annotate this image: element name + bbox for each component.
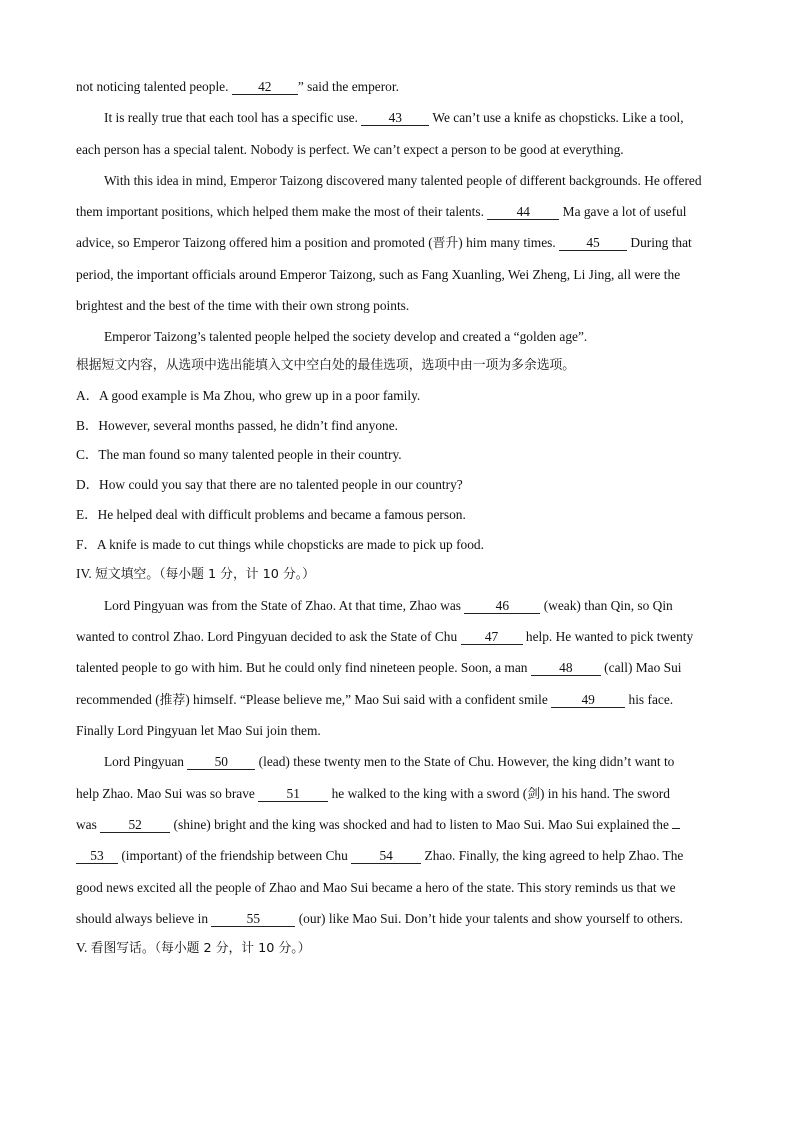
p3-line-6 — [76, 909, 724, 938]
chinese-gloss: 推荐 — [159, 692, 186, 708]
text: help Zhao. Mao Sui was so brave — [76, 785, 259, 801]
text: advice, so Emperor Taizong offered him a position and promoted ( — [76, 235, 433, 251]
blank-55[interactable]: 55 — [211, 911, 295, 927]
section-title: 看图写话。（每小题 2 分，计 10 分。） — [90, 940, 311, 956]
text-line-3 — [76, 140, 724, 171]
blank-43[interactable]: 43 — [361, 110, 429, 126]
text: each person has a special talent. Nobody is perfect. We can’t expect a person to be good at everything. — [76, 141, 624, 157]
blank-46[interactable]: 46 — [464, 598, 540, 614]
text: ) himself. “Please believe me,” Mao Sui said with a confident smile — [185, 691, 552, 707]
p3-line-5 — [76, 878, 724, 909]
text: We can’t use a knife as chopsticks. Like a tool, — [429, 110, 684, 126]
blank-47[interactable]: 47 — [461, 629, 523, 645]
text: he walked to the king with a sword ( — [328, 785, 528, 801]
text: Lord Pingyuan — [104, 754, 188, 770]
text: Zhao. Finally, the king agreed to help Zhao. The — [421, 848, 684, 864]
text: It is really true that each tool has a specific use. — [104, 110, 362, 126]
p2-line-5 — [76, 721, 724, 752]
text: good news excited all the people of Zhao and Mao Sui became a hero of the state. This story reminds us that we — [76, 879, 676, 895]
text: (lead) these twenty men to the State of Chu. However, the king didn’t want to — [255, 754, 675, 770]
text-line-2 — [76, 108, 724, 139]
p2-line-2 — [76, 627, 724, 658]
text: talented people to go with him. But he could only find nineteen people. Soon, a man — [76, 660, 531, 676]
text: them important positions, which helped them make the most of their talents. — [76, 204, 488, 220]
instruction-text: 根据短文内容，从选项中选出能填入文中空白处的最佳选项，选项中由一项为多余选项。 — [76, 358, 576, 374]
section-4-heading — [76, 564, 724, 594]
text: not noticing talented people. — [76, 79, 232, 94]
p2-line-3 — [76, 658, 724, 689]
text: help. He wanted to pick twenty — [522, 629, 694, 645]
text: ” said the emperor. — [297, 79, 399, 94]
text: Lord Pingyuan was from the State of Zhao. At that time, Zhao was — [104, 597, 465, 613]
section-number: V. — [76, 939, 91, 955]
text-line-4 — [76, 171, 724, 202]
text-line-9 — [76, 327, 724, 356]
text-line-1 — [76, 77, 724, 108]
section-5-heading — [76, 938, 724, 968]
option-a: A．A good example is Ma Zhou, who grew up in a poor family. — [76, 388, 421, 404]
text: (important) of the friendship between Chu — [118, 848, 352, 864]
text: Emperor Taizong’s talented people helped the society develop and created a “golden age”. — [104, 329, 588, 345]
text: (call) Mao Sui — [600, 660, 682, 676]
blank-42[interactable]: 42 — [232, 79, 298, 95]
text: should always believe in — [76, 910, 212, 926]
option-f: F．A knife is made to cut things while chopsticks are made to pick up food. — [76, 536, 484, 552]
text: Ma gave a lot of useful — [559, 204, 687, 220]
blank-53[interactable]: 53 — [76, 848, 118, 864]
option-b: B．However, several months passed, he didn’t find anyone. — [76, 417, 399, 433]
chinese-gloss: 剑 — [527, 786, 540, 802]
text-line-8 — [76, 296, 724, 327]
p3-line-4 — [76, 846, 724, 877]
text: Finally Lord Pingyuan let Mao Sui join them. — [76, 723, 321, 739]
p2-line-1 — [76, 596, 724, 627]
blank-52[interactable]: 52 — [100, 817, 170, 833]
document-page — [76, 77, 724, 968]
text: was — [76, 816, 101, 832]
blank-51[interactable]: 51 — [258, 786, 328, 802]
instruction — [76, 356, 724, 386]
section-title: 短文填空。（每小题 1 分，计 10 分。） — [95, 567, 315, 583]
option-d: D．How could you say that there are no talented people in our country? — [76, 477, 463, 493]
blank-54[interactable]: 54 — [351, 848, 421, 864]
blank-44[interactable]: 44 — [487, 204, 559, 220]
p2-line-4 — [76, 690, 724, 721]
text: wanted to control Zhao. Lord Pingyuan decided to ask the State of Chu — [76, 629, 461, 645]
text: his face. — [625, 691, 674, 707]
text: (our) like Mao Sui. Don’t hide your talents and show yourself to others. — [295, 910, 684, 926]
blank-48[interactable]: 48 — [531, 660, 601, 676]
p3-line-2 — [76, 784, 724, 815]
text-line-6 — [76, 233, 724, 264]
blank-45[interactable]: 45 — [559, 235, 627, 251]
option-c: C．The man found so many talented people in their country. — [76, 447, 402, 463]
text: ) in his hand. The sword — [540, 785, 670, 801]
p3-line-3 — [76, 815, 724, 846]
text: brightest and the best of the time with their own strong points. — [76, 298, 410, 314]
text: (shine) bright and the king was shocked and had to listen to Mao Sui. Mao Sui explained the — [170, 816, 673, 832]
text: ) him many times. — [458, 235, 560, 251]
section-number: IV. — [76, 566, 96, 582]
blank-49[interactable]: 49 — [551, 692, 625, 708]
text: period, the important officials around Emperor Taizong, such as Fang Xuanling, Wei Zheng, Li Jing, all were the — [76, 266, 681, 282]
blank-53-start — [672, 828, 680, 829]
text: (weak) than Qin, so Qin — [540, 597, 673, 613]
chinese-gloss: 晋升 — [432, 236, 459, 252]
text: During that — [627, 235, 692, 251]
text-line-5 — [76, 202, 724, 233]
p3-line-1 — [76, 752, 724, 783]
option-e: E．He helped deal with difficult problems and became a famous person. — [76, 506, 466, 522]
blank-50[interactable]: 50 — [187, 754, 255, 770]
text: With this idea in mind, Emperor Taizong discovered many talented people of different backgrounds. He offered — [104, 172, 702, 188]
text-line-7 — [76, 265, 724, 296]
text: recommended ( — [76, 691, 160, 707]
